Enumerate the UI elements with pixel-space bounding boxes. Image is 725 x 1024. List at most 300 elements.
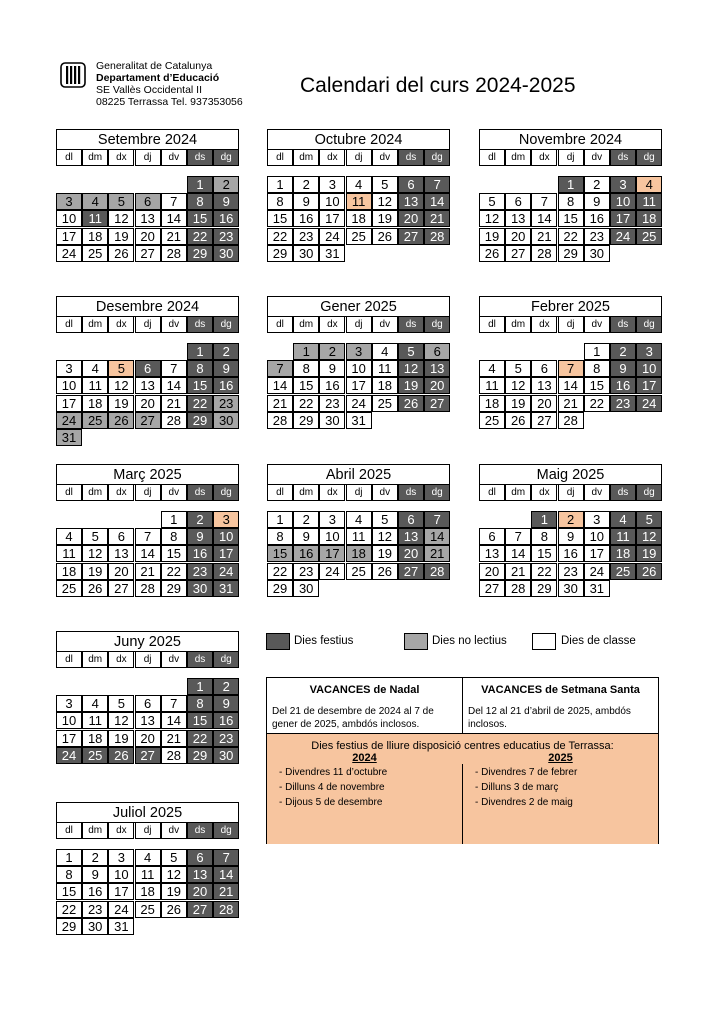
day-cell: 23 — [213, 228, 239, 245]
day-cell: 14 — [505, 545, 531, 562]
day-cell: 15 — [267, 545, 293, 562]
day-cell: 15 — [267, 210, 293, 227]
day-cell: 5 — [161, 849, 187, 866]
weekday-header: dv — [372, 149, 398, 166]
day-cell: 6 — [135, 193, 161, 210]
day-cell: 11 — [346, 528, 372, 545]
day-cell: 7 — [424, 176, 450, 193]
day-cell: 8 — [161, 528, 187, 545]
day-cell: 30 — [293, 245, 319, 262]
legend-label-classe: Dies de classe — [561, 635, 636, 647]
day-cell: 18 — [82, 730, 108, 747]
day-cell: 25 — [82, 245, 108, 262]
day-cell: 3 — [346, 343, 372, 360]
day-cell: 12 — [82, 545, 108, 562]
weekday-header: dx — [108, 651, 134, 668]
day-cell: 5 — [479, 193, 505, 210]
day-cell: 31 — [346, 412, 372, 429]
day-cell: 9 — [319, 360, 345, 377]
legend-label-no-lectiu: Dies no lectius — [432, 635, 507, 647]
day-cell: 9 — [293, 193, 319, 210]
day-cell: 1 — [267, 511, 293, 528]
day-cell: 27 — [531, 412, 557, 429]
day-cell: 20 — [187, 883, 213, 900]
day-cell: 26 — [398, 395, 424, 412]
day-cell: 21 — [505, 563, 531, 580]
day-cell: 27 — [135, 245, 161, 262]
day-cell: 15 — [56, 883, 82, 900]
day-cell: 17 — [213, 545, 239, 562]
day-cell: 27 — [479, 580, 505, 597]
weekday-header: dx — [531, 316, 557, 333]
day-cell: 15 — [187, 712, 213, 729]
day-cell: 7 — [267, 360, 293, 377]
day-cell: 25 — [636, 228, 662, 245]
day-cell: 10 — [319, 528, 345, 545]
day-cell: 15 — [293, 377, 319, 394]
day-cell: 24 — [584, 563, 610, 580]
org-line: SE Vallès Occidental II — [96, 84, 203, 96]
org-line: Generalitat de Catalunya — [96, 60, 213, 72]
day-cell: 12 — [479, 210, 505, 227]
day-cell: 8 — [56, 866, 82, 883]
day-cell: 3 — [584, 511, 610, 528]
day-cell: 20 — [424, 377, 450, 394]
weekday-header: dm — [293, 149, 319, 166]
day-cell: 8 — [187, 695, 213, 712]
day-cell: 19 — [108, 228, 134, 245]
day-cell: 14 — [135, 545, 161, 562]
day-cell: 23 — [213, 730, 239, 747]
day-cell: 11 — [372, 360, 398, 377]
weekday-header: ds — [187, 651, 213, 668]
weekday-header: dj — [135, 484, 161, 501]
day-cell: 29 — [187, 245, 213, 262]
page-title: Calendari del curs 2024-2025 — [300, 74, 576, 97]
month-title: Gener 2025 — [267, 296, 450, 317]
day-cell: 16 — [82, 883, 108, 900]
weekday-header: dg — [213, 822, 239, 839]
day-cell: 16 — [293, 545, 319, 562]
day-cell: 7 — [161, 193, 187, 210]
weekday-header: ds — [187, 316, 213, 333]
weekday-header: dl — [479, 484, 505, 501]
day-cell: 26 — [108, 747, 134, 764]
day-cell: 3 — [56, 360, 82, 377]
day-cell: 25 — [346, 563, 372, 580]
day-cell: 4 — [372, 343, 398, 360]
day-cell: 6 — [398, 511, 424, 528]
day-cell: 6 — [531, 360, 557, 377]
day-cell: 30 — [213, 412, 239, 429]
day-cell: 10 — [213, 528, 239, 545]
weekday-header: dx — [531, 484, 557, 501]
day-cell: 18 — [636, 210, 662, 227]
day-cell: 28 — [161, 747, 187, 764]
weekday-header: dx — [108, 484, 134, 501]
day-cell: 3 — [108, 849, 134, 866]
organization-header — [96, 60, 243, 108]
day-cell: 27 — [505, 245, 531, 262]
weekday-header: dg — [213, 316, 239, 333]
weekday-header: dx — [108, 822, 134, 839]
day-cell: 30 — [319, 412, 345, 429]
day-cell: 12 — [636, 528, 662, 545]
vacances-setmana-santa-text: Del 12 al 21 d’abril de 2025, ambdós inclosos. — [468, 706, 631, 730]
day-cell: 12 — [108, 377, 134, 394]
day-cell: 28 — [424, 228, 450, 245]
day-cell: 1 — [558, 176, 584, 193]
day-cell: 20 — [398, 210, 424, 227]
day-cell: 13 — [135, 377, 161, 394]
weekday-header: dg — [636, 484, 662, 501]
day-cell: 18 — [610, 545, 636, 562]
day-cell: 21 — [424, 545, 450, 562]
day-cell: 28 — [161, 412, 187, 429]
day-cell: 11 — [135, 866, 161, 883]
month-calendar — [479, 464, 662, 596]
day-cell: 24 — [636, 395, 662, 412]
day-cell: 14 — [161, 712, 187, 729]
weekday-header: ds — [610, 149, 636, 166]
day-cell: 16 — [213, 377, 239, 394]
day-cell: 3 — [610, 176, 636, 193]
day-cell: 19 — [372, 210, 398, 227]
day-cell: 19 — [505, 395, 531, 412]
day-cell: 5 — [372, 176, 398, 193]
day-cell: 20 — [505, 228, 531, 245]
day-cell: 24 — [319, 228, 345, 245]
festius-item: - Divendres 11 d’octubre — [279, 767, 388, 778]
day-cell: 11 — [82, 712, 108, 729]
weekday-header: dx — [319, 484, 345, 501]
day-cell: 14 — [531, 210, 557, 227]
day-cell: 22 — [293, 395, 319, 412]
day-cell: 25 — [56, 580, 82, 597]
festius-item: - Divendres 7 de febrer — [475, 767, 578, 778]
day-cell: 20 — [135, 395, 161, 412]
day-cell: 29 — [187, 747, 213, 764]
day-cell: 22 — [56, 901, 82, 918]
weekday-header: dv — [161, 484, 187, 501]
day-cell: 27 — [424, 395, 450, 412]
day-cell: 3 — [319, 176, 345, 193]
day-cell: 16 — [293, 210, 319, 227]
day-cell: 19 — [372, 545, 398, 562]
day-cell: 23 — [584, 228, 610, 245]
day-cell: 22 — [187, 730, 213, 747]
day-cell: 2 — [610, 343, 636, 360]
day-cell: 16 — [213, 712, 239, 729]
month-calendar — [56, 802, 239, 934]
day-cell: 14 — [161, 377, 187, 394]
weekday-header: dl — [267, 316, 293, 333]
weekday-header: ds — [398, 316, 424, 333]
weekday-header: dj — [346, 484, 372, 501]
day-cell: 7 — [531, 193, 557, 210]
day-cell: 23 — [293, 563, 319, 580]
weekday-header: dg — [636, 316, 662, 333]
day-cell: 17 — [56, 228, 82, 245]
month-title: Novembre 2024 — [479, 129, 662, 150]
day-cell: 17 — [636, 377, 662, 394]
day-cell: 25 — [479, 412, 505, 429]
day-cell: 24 — [213, 563, 239, 580]
day-cell: 7 — [161, 360, 187, 377]
day-cell: 5 — [108, 360, 134, 377]
weekday-header: dl — [56, 316, 82, 333]
day-cell: 15 — [558, 210, 584, 227]
weekday-header: dv — [372, 484, 398, 501]
day-cell: 31 — [108, 918, 134, 935]
weekday-header: dl — [479, 149, 505, 166]
day-cell: 29 — [56, 918, 82, 935]
weekday-header: dv — [584, 316, 610, 333]
legend-label-festiu: Dies festius — [294, 635, 354, 647]
weekday-header: dm — [82, 822, 108, 839]
weekday-header: dv — [372, 316, 398, 333]
weekday-header: dj — [558, 149, 584, 166]
day-cell: 24 — [108, 901, 134, 918]
day-cell: 8 — [267, 193, 293, 210]
day-cell: 6 — [424, 343, 450, 360]
day-cell: 30 — [82, 918, 108, 935]
day-cell: 27 — [135, 412, 161, 429]
day-cell: 3 — [56, 695, 82, 712]
day-cell: 7 — [505, 528, 531, 545]
day-cell: 1 — [267, 176, 293, 193]
day-cell: 3 — [636, 343, 662, 360]
day-cell: 9 — [293, 528, 319, 545]
month-calendar — [267, 129, 450, 261]
month-title: Maig 2025 — [479, 464, 662, 485]
day-cell: 8 — [267, 528, 293, 545]
day-cell: 3 — [56, 193, 82, 210]
day-cell: 14 — [424, 193, 450, 210]
day-cell: 23 — [187, 563, 213, 580]
weekday-header: dx — [319, 316, 345, 333]
weekday-header: ds — [398, 484, 424, 501]
weekday-header: dv — [161, 316, 187, 333]
weekday-header: dg — [213, 651, 239, 668]
legend-swatch-classe — [532, 633, 556, 650]
day-cell: 10 — [56, 712, 82, 729]
day-cell: 2 — [293, 176, 319, 193]
day-cell: 30 — [558, 580, 584, 597]
weekday-header: dm — [82, 484, 108, 501]
weekday-header: dm — [82, 316, 108, 333]
day-cell: 31 — [584, 580, 610, 597]
day-cell: 10 — [56, 377, 82, 394]
weekday-header: dg — [424, 484, 450, 501]
month-title: Juny 2025 — [56, 631, 239, 652]
day-cell: 30 — [213, 747, 239, 764]
day-cell: 5 — [398, 343, 424, 360]
day-cell: 2 — [293, 511, 319, 528]
day-cell: 26 — [479, 245, 505, 262]
day-cell: 9 — [584, 193, 610, 210]
day-cell: 29 — [293, 412, 319, 429]
weekday-header: dm — [293, 484, 319, 501]
day-cell: 27 — [108, 580, 134, 597]
weekday-header: dg — [213, 149, 239, 166]
day-cell: 9 — [558, 528, 584, 545]
day-cell: 26 — [372, 563, 398, 580]
weekday-header: dj — [135, 149, 161, 166]
day-cell: 13 — [398, 528, 424, 545]
day-cell: 1 — [161, 511, 187, 528]
day-cell: 11 — [346, 193, 372, 210]
weekday-header: dm — [82, 651, 108, 668]
weekday-header: dm — [82, 149, 108, 166]
day-cell: 17 — [319, 545, 345, 562]
day-cell: 14 — [161, 210, 187, 227]
day-cell: 22 — [187, 228, 213, 245]
weekday-header: dm — [505, 316, 531, 333]
day-cell: 26 — [108, 245, 134, 262]
month-title: Juliol 2025 — [56, 802, 239, 823]
day-cell: 18 — [135, 883, 161, 900]
day-cell: 21 — [267, 395, 293, 412]
day-cell: 19 — [398, 377, 424, 394]
day-cell: 1 — [293, 343, 319, 360]
day-cell: 10 — [584, 528, 610, 545]
day-cell: 9 — [82, 866, 108, 883]
month-calendar — [56, 631, 239, 763]
day-cell: 13 — [531, 377, 557, 394]
day-cell: 17 — [108, 883, 134, 900]
festius-item: - Dilluns 4 de novembre — [279, 782, 385, 793]
day-cell: 28 — [531, 245, 557, 262]
day-cell: 14 — [424, 528, 450, 545]
festius-year-2024: 2024 — [352, 752, 377, 764]
day-cell: 23 — [213, 395, 239, 412]
day-cell: 12 — [398, 360, 424, 377]
day-cell: 15 — [187, 377, 213, 394]
weekday-header: dj — [135, 316, 161, 333]
day-cell: 18 — [346, 210, 372, 227]
day-cell: 26 — [161, 901, 187, 918]
day-cell: 5 — [108, 695, 134, 712]
weekday-header: dl — [479, 316, 505, 333]
day-cell: 25 — [346, 228, 372, 245]
day-cell: 13 — [135, 210, 161, 227]
day-cell: 16 — [187, 545, 213, 562]
day-cell: 7 — [213, 849, 239, 866]
day-cell: 6 — [135, 360, 161, 377]
day-cell: 18 — [346, 545, 372, 562]
day-cell: 2 — [187, 511, 213, 528]
weekday-header: ds — [398, 149, 424, 166]
weekday-header: dv — [161, 822, 187, 839]
month-calendar — [267, 296, 450, 428]
day-cell: 27 — [187, 901, 213, 918]
weekday-header: dj — [558, 484, 584, 501]
day-cell: 7 — [558, 360, 584, 377]
day-cell: 25 — [372, 395, 398, 412]
day-cell: 22 — [267, 563, 293, 580]
day-cell: 16 — [213, 210, 239, 227]
day-cell: 17 — [346, 377, 372, 394]
day-cell: 2 — [213, 343, 239, 360]
day-cell: 12 — [108, 712, 134, 729]
day-cell: 30 — [213, 245, 239, 262]
day-cell: 10 — [636, 360, 662, 377]
month-title: Febrer 2025 — [479, 296, 662, 317]
day-cell: 10 — [610, 193, 636, 210]
day-cell: 29 — [267, 245, 293, 262]
day-cell: 18 — [82, 228, 108, 245]
day-cell: 6 — [398, 176, 424, 193]
day-cell: 25 — [82, 747, 108, 764]
weekday-header: dl — [56, 149, 82, 166]
day-cell: 12 — [505, 377, 531, 394]
day-cell: 5 — [505, 360, 531, 377]
day-cell: 13 — [135, 712, 161, 729]
day-cell: 29 — [187, 412, 213, 429]
day-cell: 12 — [108, 210, 134, 227]
day-cell: 12 — [372, 528, 398, 545]
day-cell: 23 — [558, 563, 584, 580]
day-cell: 9 — [610, 360, 636, 377]
day-cell: 6 — [479, 528, 505, 545]
day-cell: 17 — [584, 545, 610, 562]
day-cell: 18 — [82, 395, 108, 412]
org-line: Departament d’Educació — [96, 72, 220, 84]
weekday-header: dl — [56, 822, 82, 839]
day-cell: 27 — [398, 563, 424, 580]
day-cell: 9 — [213, 360, 239, 377]
day-cell: 9 — [213, 193, 239, 210]
weekday-header: dj — [346, 316, 372, 333]
day-cell: 19 — [82, 563, 108, 580]
day-cell: 16 — [584, 210, 610, 227]
day-cell: 29 — [161, 580, 187, 597]
day-cell: 16 — [610, 377, 636, 394]
day-cell: 9 — [213, 695, 239, 712]
day-cell: 1 — [187, 343, 213, 360]
day-cell: 19 — [636, 545, 662, 562]
day-cell: 7 — [135, 528, 161, 545]
festius-lliure-title: Dies festius de lliure disposició centres educatius de Terrassa: — [311, 740, 614, 752]
month-calendar — [56, 296, 239, 445]
day-cell: 5 — [108, 193, 134, 210]
day-cell: 6 — [187, 849, 213, 866]
vacances-box — [266, 677, 659, 844]
day-cell: 3 — [213, 511, 239, 528]
weekday-header: dx — [531, 149, 557, 166]
day-cell: 3 — [319, 511, 345, 528]
weekday-header: dv — [161, 651, 187, 668]
day-cell: 2 — [213, 678, 239, 695]
weekday-header: dm — [293, 316, 319, 333]
day-cell: 17 — [319, 210, 345, 227]
day-cell: 6 — [135, 695, 161, 712]
day-cell: 26 — [372, 228, 398, 245]
day-cell: 20 — [398, 545, 424, 562]
festius-item: - Dijous 5 de desembre — [279, 797, 383, 808]
day-cell: 23 — [293, 228, 319, 245]
day-cell: 18 — [372, 377, 398, 394]
day-cell: 4 — [610, 511, 636, 528]
day-cell: 13 — [398, 193, 424, 210]
day-cell: 19 — [479, 228, 505, 245]
day-cell: 30 — [584, 245, 610, 262]
day-cell: 9 — [187, 528, 213, 545]
month-calendar — [56, 129, 239, 261]
weekday-header: dl — [267, 149, 293, 166]
month-title: Desembre 2024 — [56, 296, 239, 317]
